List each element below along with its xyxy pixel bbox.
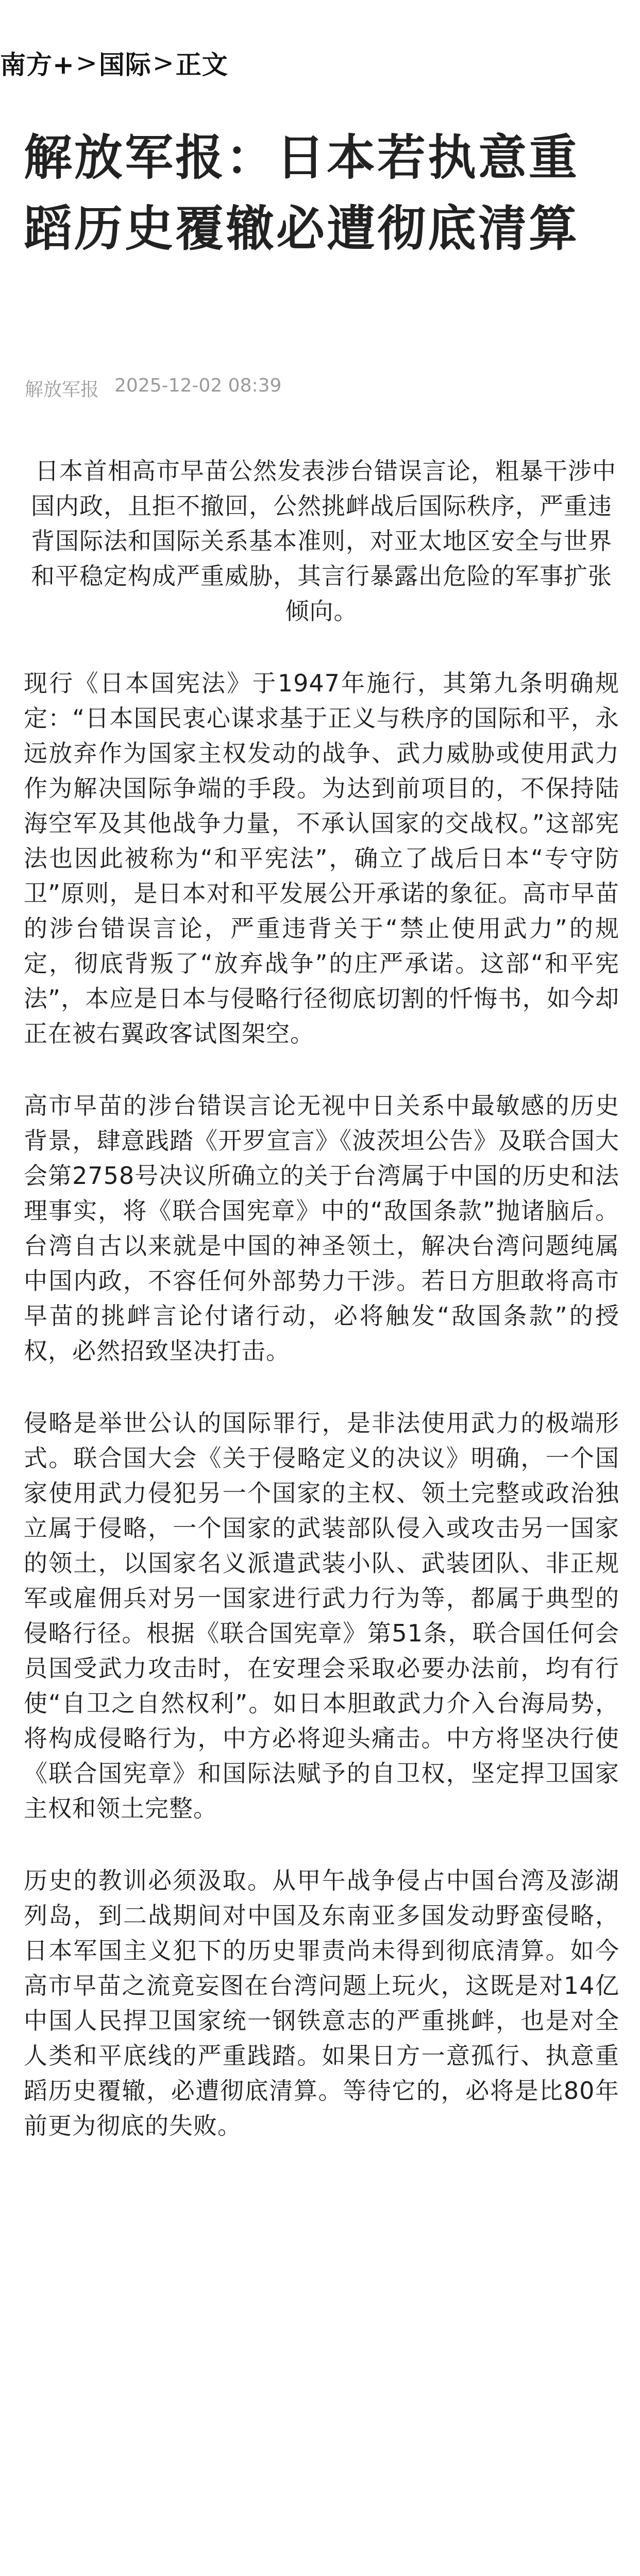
breadcrumb-current-page: 正文 [175,50,228,80]
article-paragraph: 高市早苗的涉台错误言论无视中日关系中最敏感的历史背景，肆意践踏《开罗宣言》《波茨坦公告》及联合国大会第2758号决议所确立的关于台湾属于中国的历史和法理事实，将《联合国宪章》中的“敌国条款”抛诸脑后。台湾自古以来就是中国的神圣领土，解决台湾问题纯属中国内政，不容任何外部势力干涉。若日方胆敢将高市早苗的挑衅言论付诸行动，必将触发“敌国条款”的授权，必然招致坚决打击。 [24,1092,619,1365]
article-datetime: 2025-12-02 08:39 [114,375,282,396]
article-paragraph: 现行《日本国宪法》于1947年施行，其第九条明确规定：“日本国民衷心谋求基于正义与秩序的国际和平，永远放弃作为国家主权发动的战争、武力威胁或使用武力作为解决国际争端的手段。为达到前项目的，不保持陆海空军及其他战争力量，不承认国家的交战权。”这部宪法也因此被称为“和平宪法”，确立了战后日本“专守防卫”原则，是日本对和平发展公开承诺的象征。高市早苗的涉台错误言论，严重违背关于“禁止使用武力”的规定，彻底背叛了“放弃战争”的庄严承诺。这部“和平宪法”，本应是日本与侵略行径彻底切割的忏悔书，如今却正在被右翼政客试图架空。 [24,669,619,1047]
breadcrumb-section-link[interactable]: 国际 [98,50,151,80]
article-paragraph: 日本首相高市早苗公然发表涉台错误言论，粗暴干涉中国内政，且拒不撤回，公然挑衅战后国际秩序，严重违背国际法和国际关系基本准则，对亚太地区安全与世界和平稳定构成严重威胁，其言行暴露出危险的军事扩张倾向。 [31,457,616,625]
article-body [24,453,619,2180]
article-source[interactable]: 解放军报 [25,379,99,400]
article-meta [25,375,281,401]
breadcrumb-separator: > [152,48,175,78]
article-title: 解放军报：日本若执意重蹈历史覆辙必遭彻底清算 [24,130,580,257]
breadcrumb-site-link[interactable]: 南方+ [0,50,75,80]
article-paragraph: 侵略是举世公认的国际罪行，是非法使用武力的极端形式。联合国大会《关于侵略定义的决议》明确，一个国家使用武力侵犯另一个国家的主权、领土完整或政治独立属于侵略，一个国家的武装部队侵入或攻击另一国家的领土，以国家名义派遣武装小队、武装团队、非正规军或雇佣兵对另一国家进行武力行为等，都属于典型的侵略行径。根据《联合国宪章》第51条，联合国任何会员国受武力攻击时，在安理会采取必要办法前，均有行使“自卫之自然权利”。如日本胆敢武力介入台海局势，将构成侵略行为，中方必将迎头痛击。中方将坚决行使《联合国宪章》和国际法赋予的自卫权，坚定捍卫国家主权和领土完整。 [24,1409,619,1822]
breadcrumb-separator: > [75,48,98,78]
article-paragraph: 历史的教训必须汲取。从甲午战争侵占中国台湾及澎湖列岛，到二战期间对中国及东南亚多国发动野蛮侵略，日本军国主义犯下的历史罪责尚未得到彻底清算。如今高市早苗之流竟妄图在台湾问题上玩火，这既是对14亿中国人民捍卫国家统一钢铁意志的严重挑衅，也是对全人类和平底线的严重践踏。如果日方一意孤行、执意重蹈历史覆辙，必遭彻底清算。等待它的，必将是比80年前更为彻底的失败。 [24,1867,619,2140]
breadcrumb [0,42,228,83]
